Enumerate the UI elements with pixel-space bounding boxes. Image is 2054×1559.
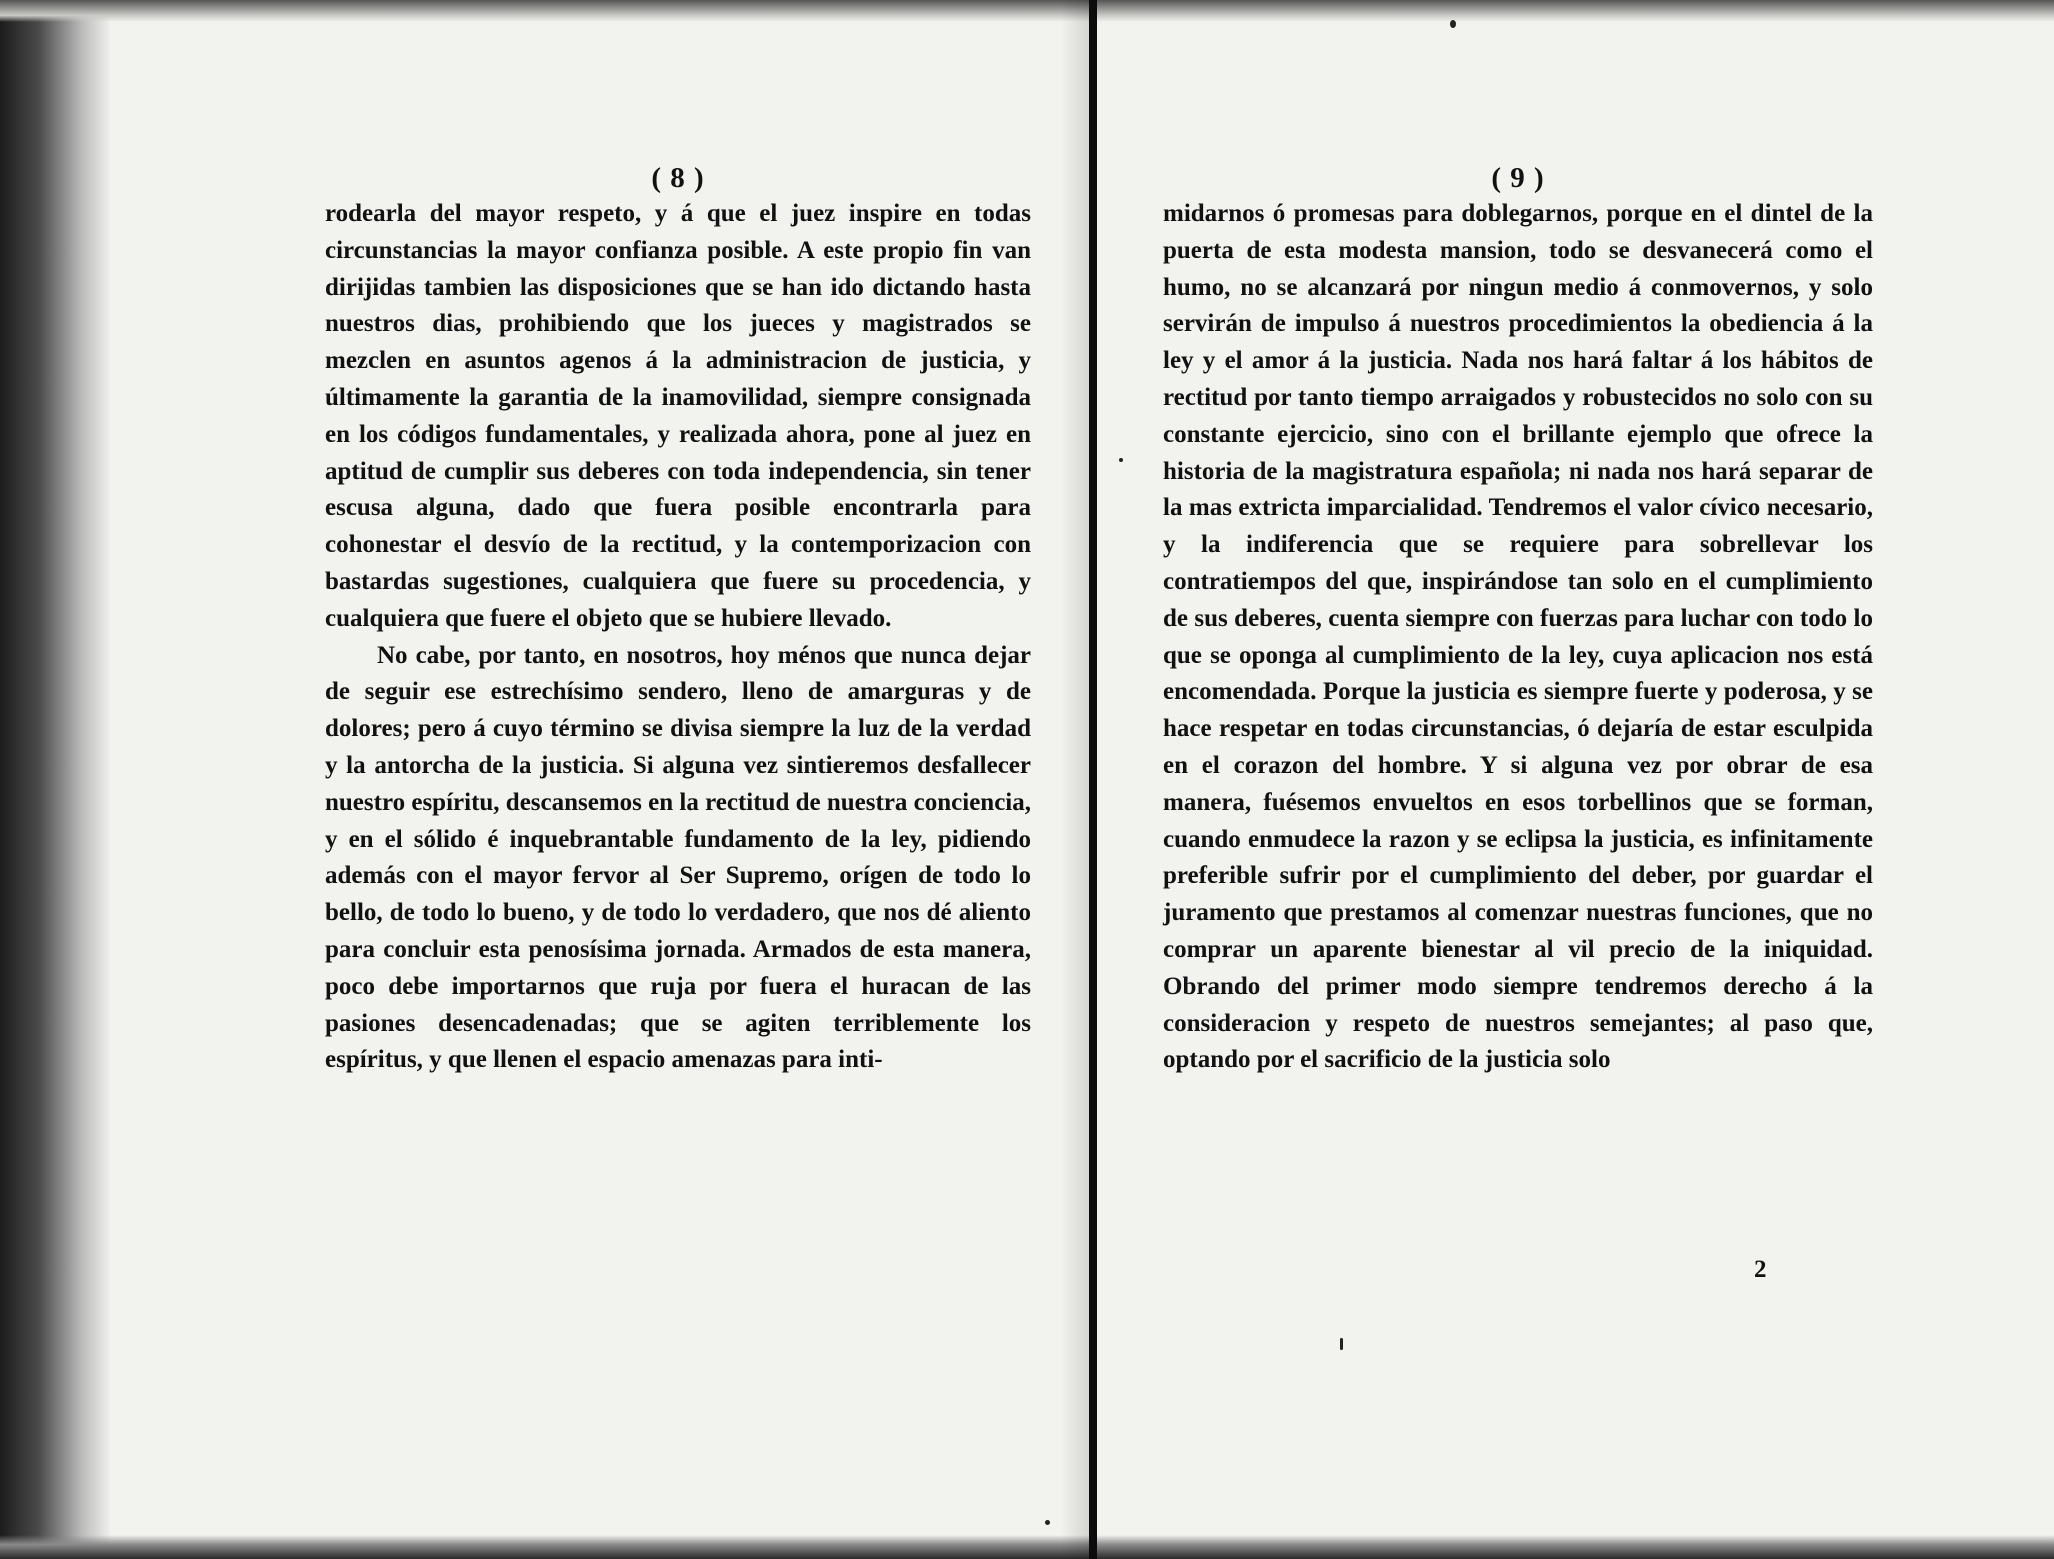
scan-shadow-top: [0, 0, 2054, 22]
page-number-left: ( 8 ): [651, 162, 705, 194]
gutter-shadow: [1060, 0, 1089, 1559]
scan-shadow-bottom: [0, 1535, 2054, 1559]
page-number-right: ( 9 ): [1491, 162, 1545, 194]
ink-speck: [1045, 1520, 1050, 1525]
signature-mark: 2: [1754, 1256, 1767, 1283]
paragraph: No cabe, por tanto, en nosotros, hoy ménos que nunca dejar de seguir ese estrechísimo sendero, lleno de amarguras y de dolores; pero á cuyo término se divisa siempre la luz de la verdad y la antorcha de la justicia. Si alguna vez sintieremos desfallecer nuestro espíritu, descansemos en la rectitud de nuestra conciencia, y en el sólido é inquebrantable fundamento de la ley, pidiendo además con el mayor fervor al Ser Supremo, orígen de todo lo bello, de todo lo bueno, y de todo lo verdadero, que nos dé aliento para concluir esta penosísima jornada. Armados de esta manera, poco debe importarnos que ruja por fuera el huracan de las pasiones desencadenadas; que se agiten terriblemente los espíritus, y que llenen el espacio amenazas para inti-: [325, 641, 1031, 1074]
ink-speck: [1340, 1338, 1343, 1350]
paragraph: midarnos ó promesas para doblegarnos, porque en el dintel de la puerta de esta modesta mansion, todo se desvanecerá como el humo, no se alcanzará por ningun medio á conmovernos, y solo servirán de impulso á nuestros procedimientos la obediencia á la ley y el amor á la justicia. Nada nos hará faltar á los hábitos de rectitud por tanto tiempo arraigados y robustecidos no solo con su constante ejercicio, sino con el brillante ejemplo que ofrece la historia de la magistratura española; ni nada nos hará separar de la mas extricta imparcialidad. Tendremos el valor cívico necesario, y la indiferencia que se requiere para sobrellevar los contratiempos del que, inspirándose tan solo en el cumplimiento de sus deberes, cuenta siempre con fuerzas para luchar con todo lo que se oponga al cumplimiento de la ley, cuya aplicacion nos está encomendada. Porque la justicia es siempre fuerte y poderosa, y se hace respetar en todas circunstancias, ó dejaría de estar esculpida en el corazon del hombre. Y si alguna vez por obrar de esa manera, fuésemos envueltos en esos torbellinos que se forman, cuando enmudece la razon y se eclipsa la justicia, es infinitamente preferible sufrir por el cumplimiento del deber, por guardar el juramento que prestamos al comenzar nuestras funciones, que no comprar un aparente bienestar al vil precio de la iniquidad. Obrando del primer modo siempre tendremos derecho á la consideracion y respeto de nuestros semejantes; al paso que, optando por el sacrificio de la justicia solo: [1163, 200, 1873, 1074]
left-page: [325, 160, 1031, 1079]
book-gutter: [1089, 0, 1097, 1559]
right-page: [1163, 160, 1873, 1079]
left-page-text: [325, 196, 1031, 1079]
right-page-text: [1163, 196, 1873, 1079]
ink-speck: [1450, 20, 1456, 28]
ink-speck: [1119, 458, 1123, 462]
paragraph: rodearla del mayor respeto, y á que el juez inspire en todas circunstancias la mayor confianza posible. A este propio fin van dirijidas tambien las disposiciones que se han ido dictando hasta nuestros dias, prohibiendo que los jueces y magistrados se mezclen en asuntos agenos á la administracion de justicia, y últimamente la garantia de la inamovilidad, siempre consignada en los códigos fundamentales, y realizada ahora, pone al juez en aptitud de cumplir sus deberes con toda independencia, sin tener escusa alguna, dado que fuera posible encontrarla para cohonestar el desvío de la rectitud, y la contemporizacion con bastardas sugestiones, cualquiera que fuere su procedencia, y cualquiera que fuere el objeto que se hubiere llevado.: [325, 200, 1031, 632]
scan-shadow-left: [0, 0, 110, 1559]
